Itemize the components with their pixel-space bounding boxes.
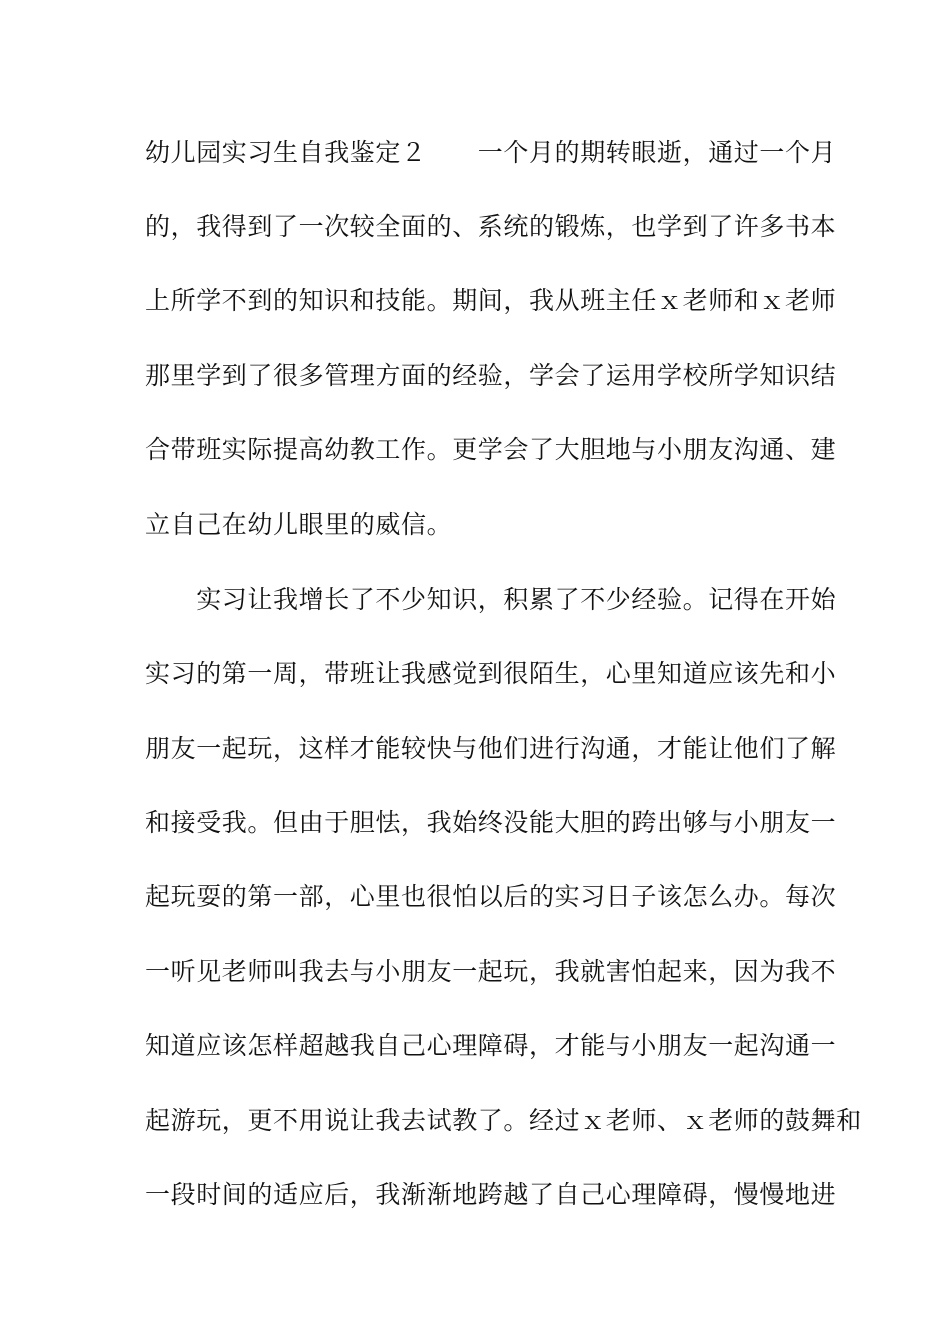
text-line: 合带班实际提高幼教工作。更学会了大胆地与小朋友沟通、建 bbox=[145, 435, 837, 464]
text-line: 实习让我增长了不少知识，积累了不少经验。记得在开始 bbox=[145, 585, 837, 614]
text-line: 知道应该怎样超越我自己心理障碍，才能与小朋友一起沟通一 bbox=[145, 1031, 837, 1060]
text-line: 一听见老师叫我去与小朋友一起玩，我就害怕起来，因为我不 bbox=[145, 957, 837, 986]
text-line: 起游玩，更不用说让我去试教了。经过ｘ老师、ｘ老师的鼓舞和 bbox=[145, 1106, 862, 1135]
text-line: 那里学到了很多管理方面的经验，学会了运用学校所学知识结 bbox=[145, 361, 837, 390]
text-line: 的，我得到了一次较全面的、系统的锻炼，也学到了许多书本 bbox=[145, 212, 837, 241]
text-line: 幼儿园实习生自我鉴定２ 一个月的期转眼逝，通过一个月 bbox=[145, 138, 837, 167]
text-line: 起玩耍的第一部，心里也很怕以后的实习日子该怎么办。每次 bbox=[145, 882, 837, 911]
text-line: 上所学不到的知识和技能。期间，我从班主任ｘ老师和ｘ老师 bbox=[145, 286, 837, 315]
text-line: 和接受我。但由于胆怯，我始终没能大胆的跨出够与小朋友一 bbox=[145, 808, 837, 837]
text-line: 朋友一起玩，这样才能较快与他们进行沟通，才能让他们了解 bbox=[145, 734, 837, 763]
text-line: 立自己在幼儿眼里的威信。 bbox=[145, 510, 453, 539]
text-line: 实习的第一周，带班让我感觉到很陌生，心里知道应该先和小 bbox=[145, 659, 837, 688]
text-line: 一段时间的适应后，我渐渐地跨越了自己心理障碍，慢慢地进 bbox=[145, 1180, 837, 1209]
